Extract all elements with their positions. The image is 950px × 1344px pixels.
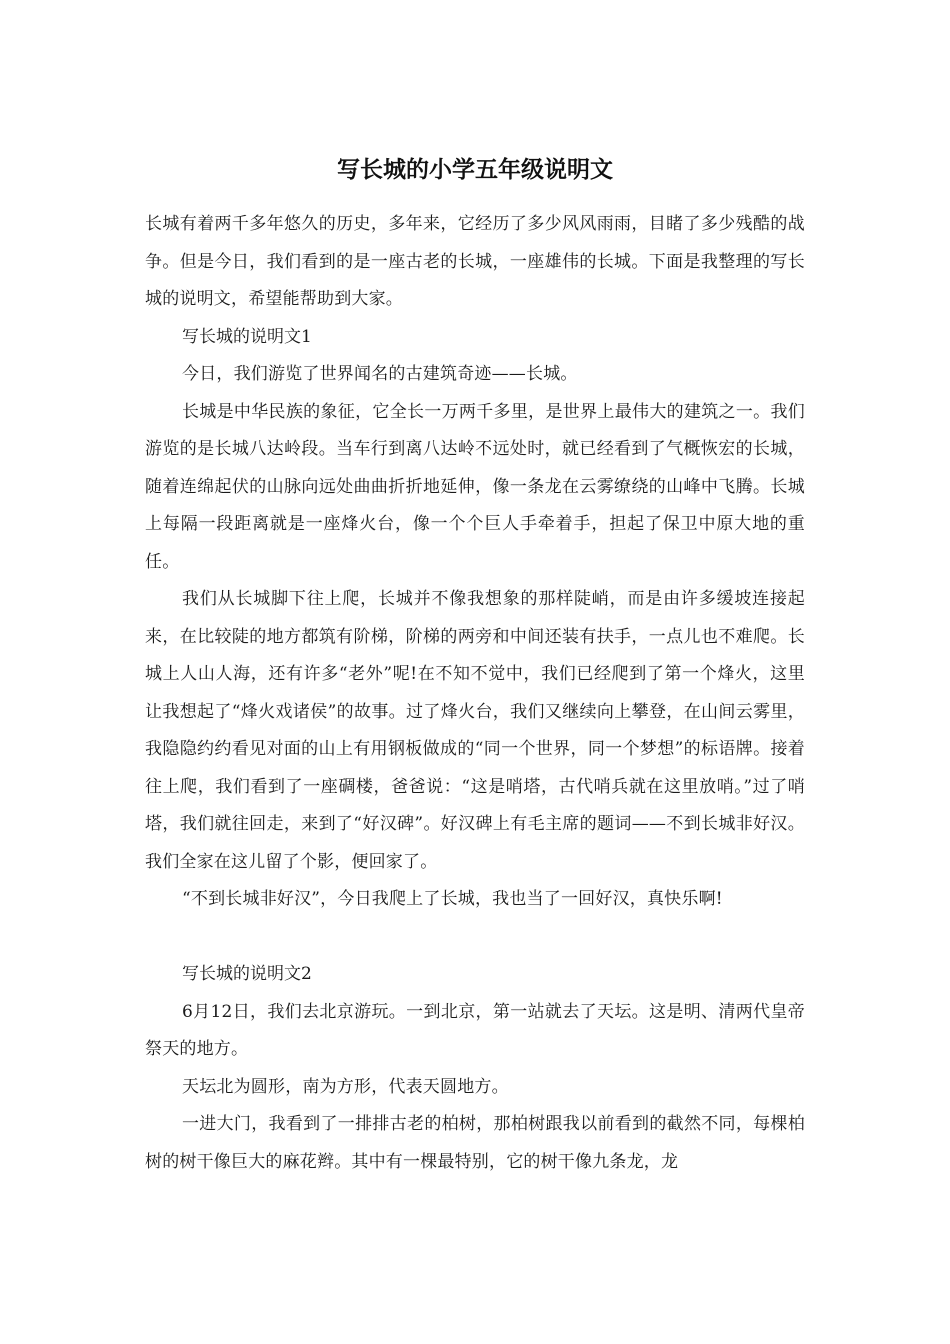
section1-paragraph-3: 我们从长城脚下往上爬，长城并不像我想象的那样陡峭，而是由许多缓坡连接起来，在比较陡的地方都筑有阶梯，阶梯的两旁和中间还装有扶手，一点儿也不难爬。长城上人山人海，还有许多“老外”呢!在不知不觉中，我们已经爬到了第一个烽火，这里让我想起了“烽火戏诸侯”的故事。过了烽火台，我们又继续向上攀登，在山间云雾里，我隐隐约约看见对面的山上有用钢板做成的“同一个世界，同一个梦想”的标语牌。接着往上爬，我们看到了一座碉楼，爸爸说：“这是哨塔，古代哨兵就在这里放哨。”过了哨塔，我们就往回走，来到了“好汉碑”。好汉碑上有毛主席的题词——不到长城非好汉。我们全家在这儿留了个影，便回家了。 <box>145 589 805 872</box>
section2-paragraph-3: 一进大门，我看到了一排排古老的柏树，那柏树跟我以前看到的截然不同，每棵柏树的树干像巨大的麻花辫。其中有一棵最特别，它的树干像九条龙，龙 <box>145 1114 805 1172</box>
section1-heading: 写长城的说明文1 <box>182 326 312 347</box>
section-gap <box>145 919 805 957</box>
intro-paragraph: 长城有着两千多年悠久的历史，多年来，它经历了多少风风雨雨，目睹了多少残酷的战争。但是今日，我们看到的是一座古老的长城，一座雄伟的长城。下面是我整理的写长城的说明文，希望能帮助到大家。 <box>145 214 805 309</box>
section2-paragraph-2: 天坛北为圆形，南为方形，代表天圆地方。 <box>182 1076 509 1097</box>
document-page <box>145 152 805 1181</box>
document-title: 写长城的小学五年级说明文 <box>337 157 613 183</box>
section2-heading: 写长城的说明文2 <box>182 964 312 984</box>
section1-paragraph-1: 今日，我们游览了世界闻名的古建筑奇迹——长城。 <box>182 364 578 384</box>
section1-paragraph-4: “不到长城非好汉”，今日我爬上了长城，我也当了一回好汉，真快乐啊! <box>182 889 723 909</box>
section2-paragraph-1: 6月12日，我们去北京游玩。一到北京，第一站就去了天坛。这是明、清两代皇帝祭天的地方。 <box>145 1001 805 1059</box>
section1-paragraph-2: 长城是中华民族的象征，它全长一万两千多里，是世界上最伟大的建筑之一。我们游览的是长城八达岭段。当车行到离八达岭不远处时，就已经看到了气概恢宏的长城，随着连绵起伏的山脉向远处曲曲折折地延伸，像一条龙在云雾缭绕的山峰中飞腾。长城上每隔一段距离就是一座烽火台，像一个个巨人手牵着手，担起了保卫中原大地的重任。 <box>145 401 805 572</box>
